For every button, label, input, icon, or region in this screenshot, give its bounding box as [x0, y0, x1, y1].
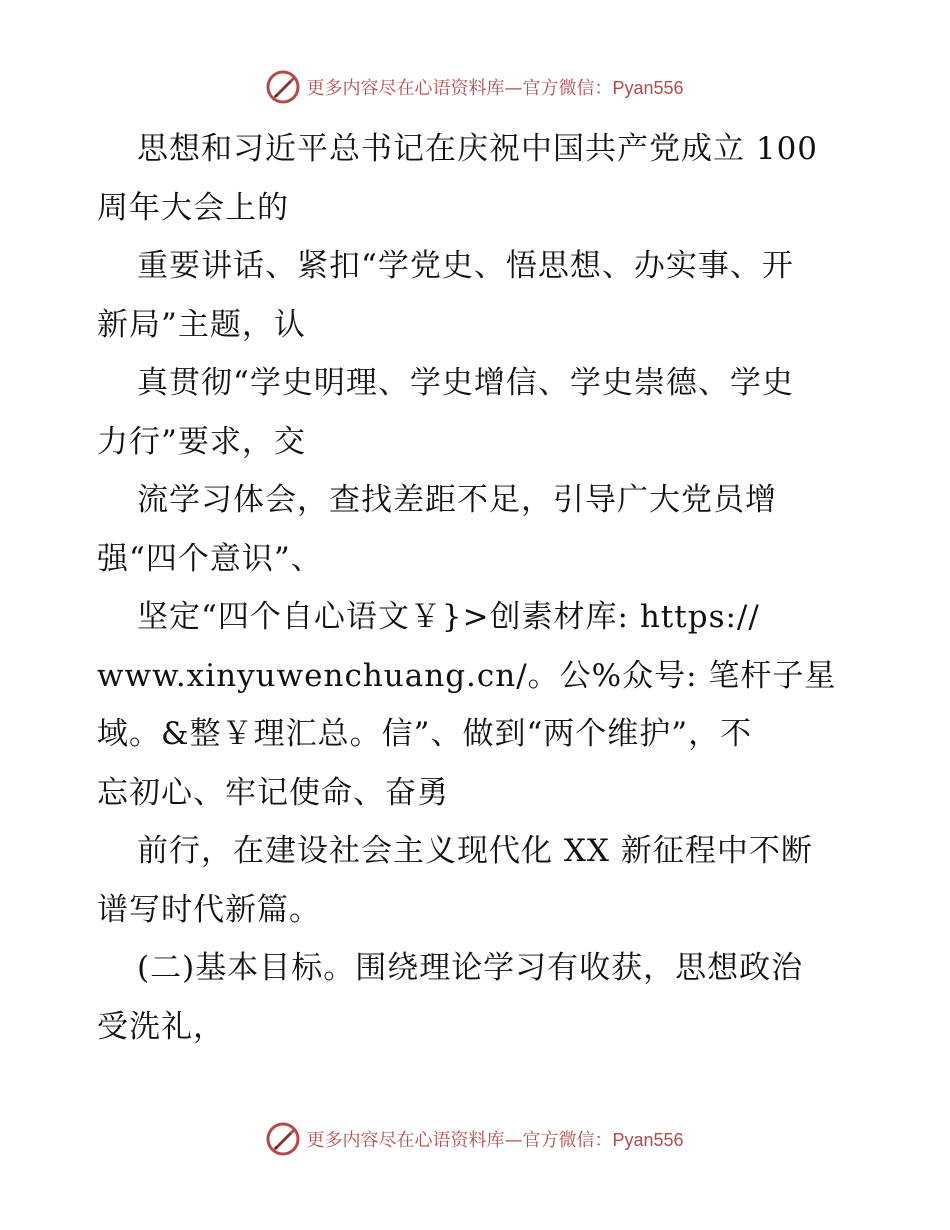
page-footer-banner	[0, 1122, 950, 1156]
footer-wechat-id: Pyan556	[612, 1130, 684, 1150]
header-banner-separator: —官方微信：	[504, 78, 613, 99]
quill-pen-logo-icon	[266, 70, 300, 104]
body-line-4: 新局”主题，认	[97, 306, 306, 343]
body-line-6: 力行”要求，交	[97, 423, 306, 460]
body-line-1: 思想和习近平总书记在庆祝中国共产党成立 100	[137, 131, 819, 167]
body-line-11: 域。&整￥理汇总。信”、做到“两个维护”，不	[97, 716, 753, 752]
body-line-12: 忘初心、牢记使命、奋勇	[97, 774, 449, 811]
body-line-14: 谱写时代新篇。	[97, 891, 321, 928]
footer-banner-text	[306, 1126, 683, 1152]
header-banner-main: 更多内容尽在心语资料库	[306, 78, 505, 99]
body-line-3: 重要讲话、紧扣“学党史、悟思想、办实事、开	[137, 248, 794, 284]
footer-banner-separator: —官方微信：	[504, 1130, 613, 1151]
page-header-banner	[0, 70, 950, 104]
quill-pen-logo-icon	[266, 1122, 300, 1156]
header-wechat-id: Pyan556	[612, 78, 684, 98]
header-banner-text	[306, 74, 683, 100]
body-line-2: 周年大会上的	[97, 189, 289, 226]
document-body	[97, 120, 857, 1056]
body-line-9: 坚定“四个自心语文￥}>创素材库: https://	[137, 599, 760, 635]
body-line-16: 受洗礼，	[97, 1008, 225, 1045]
footer-banner-main: 更多内容尽在心语资料库	[306, 1130, 505, 1151]
body-line-10: www.xinyuwenchuang.cn/。公%众号: 笔杆子星	[97, 657, 837, 694]
body-line-13: 前行，在建设社会主义现代化 XX 新征程中不断	[137, 833, 813, 869]
body-line-7: 流学习体会，查找差距不足，引导广大党员增	[137, 482, 777, 518]
body-line-5: 真贯彻“学史明理、学史增信、学史崇德、学史	[137, 365, 794, 401]
body-line-15: (二)基本目标。围绕理论学习有收获，思想政治	[137, 950, 804, 986]
body-line-8: 强“四个意识”、	[97, 540, 323, 577]
